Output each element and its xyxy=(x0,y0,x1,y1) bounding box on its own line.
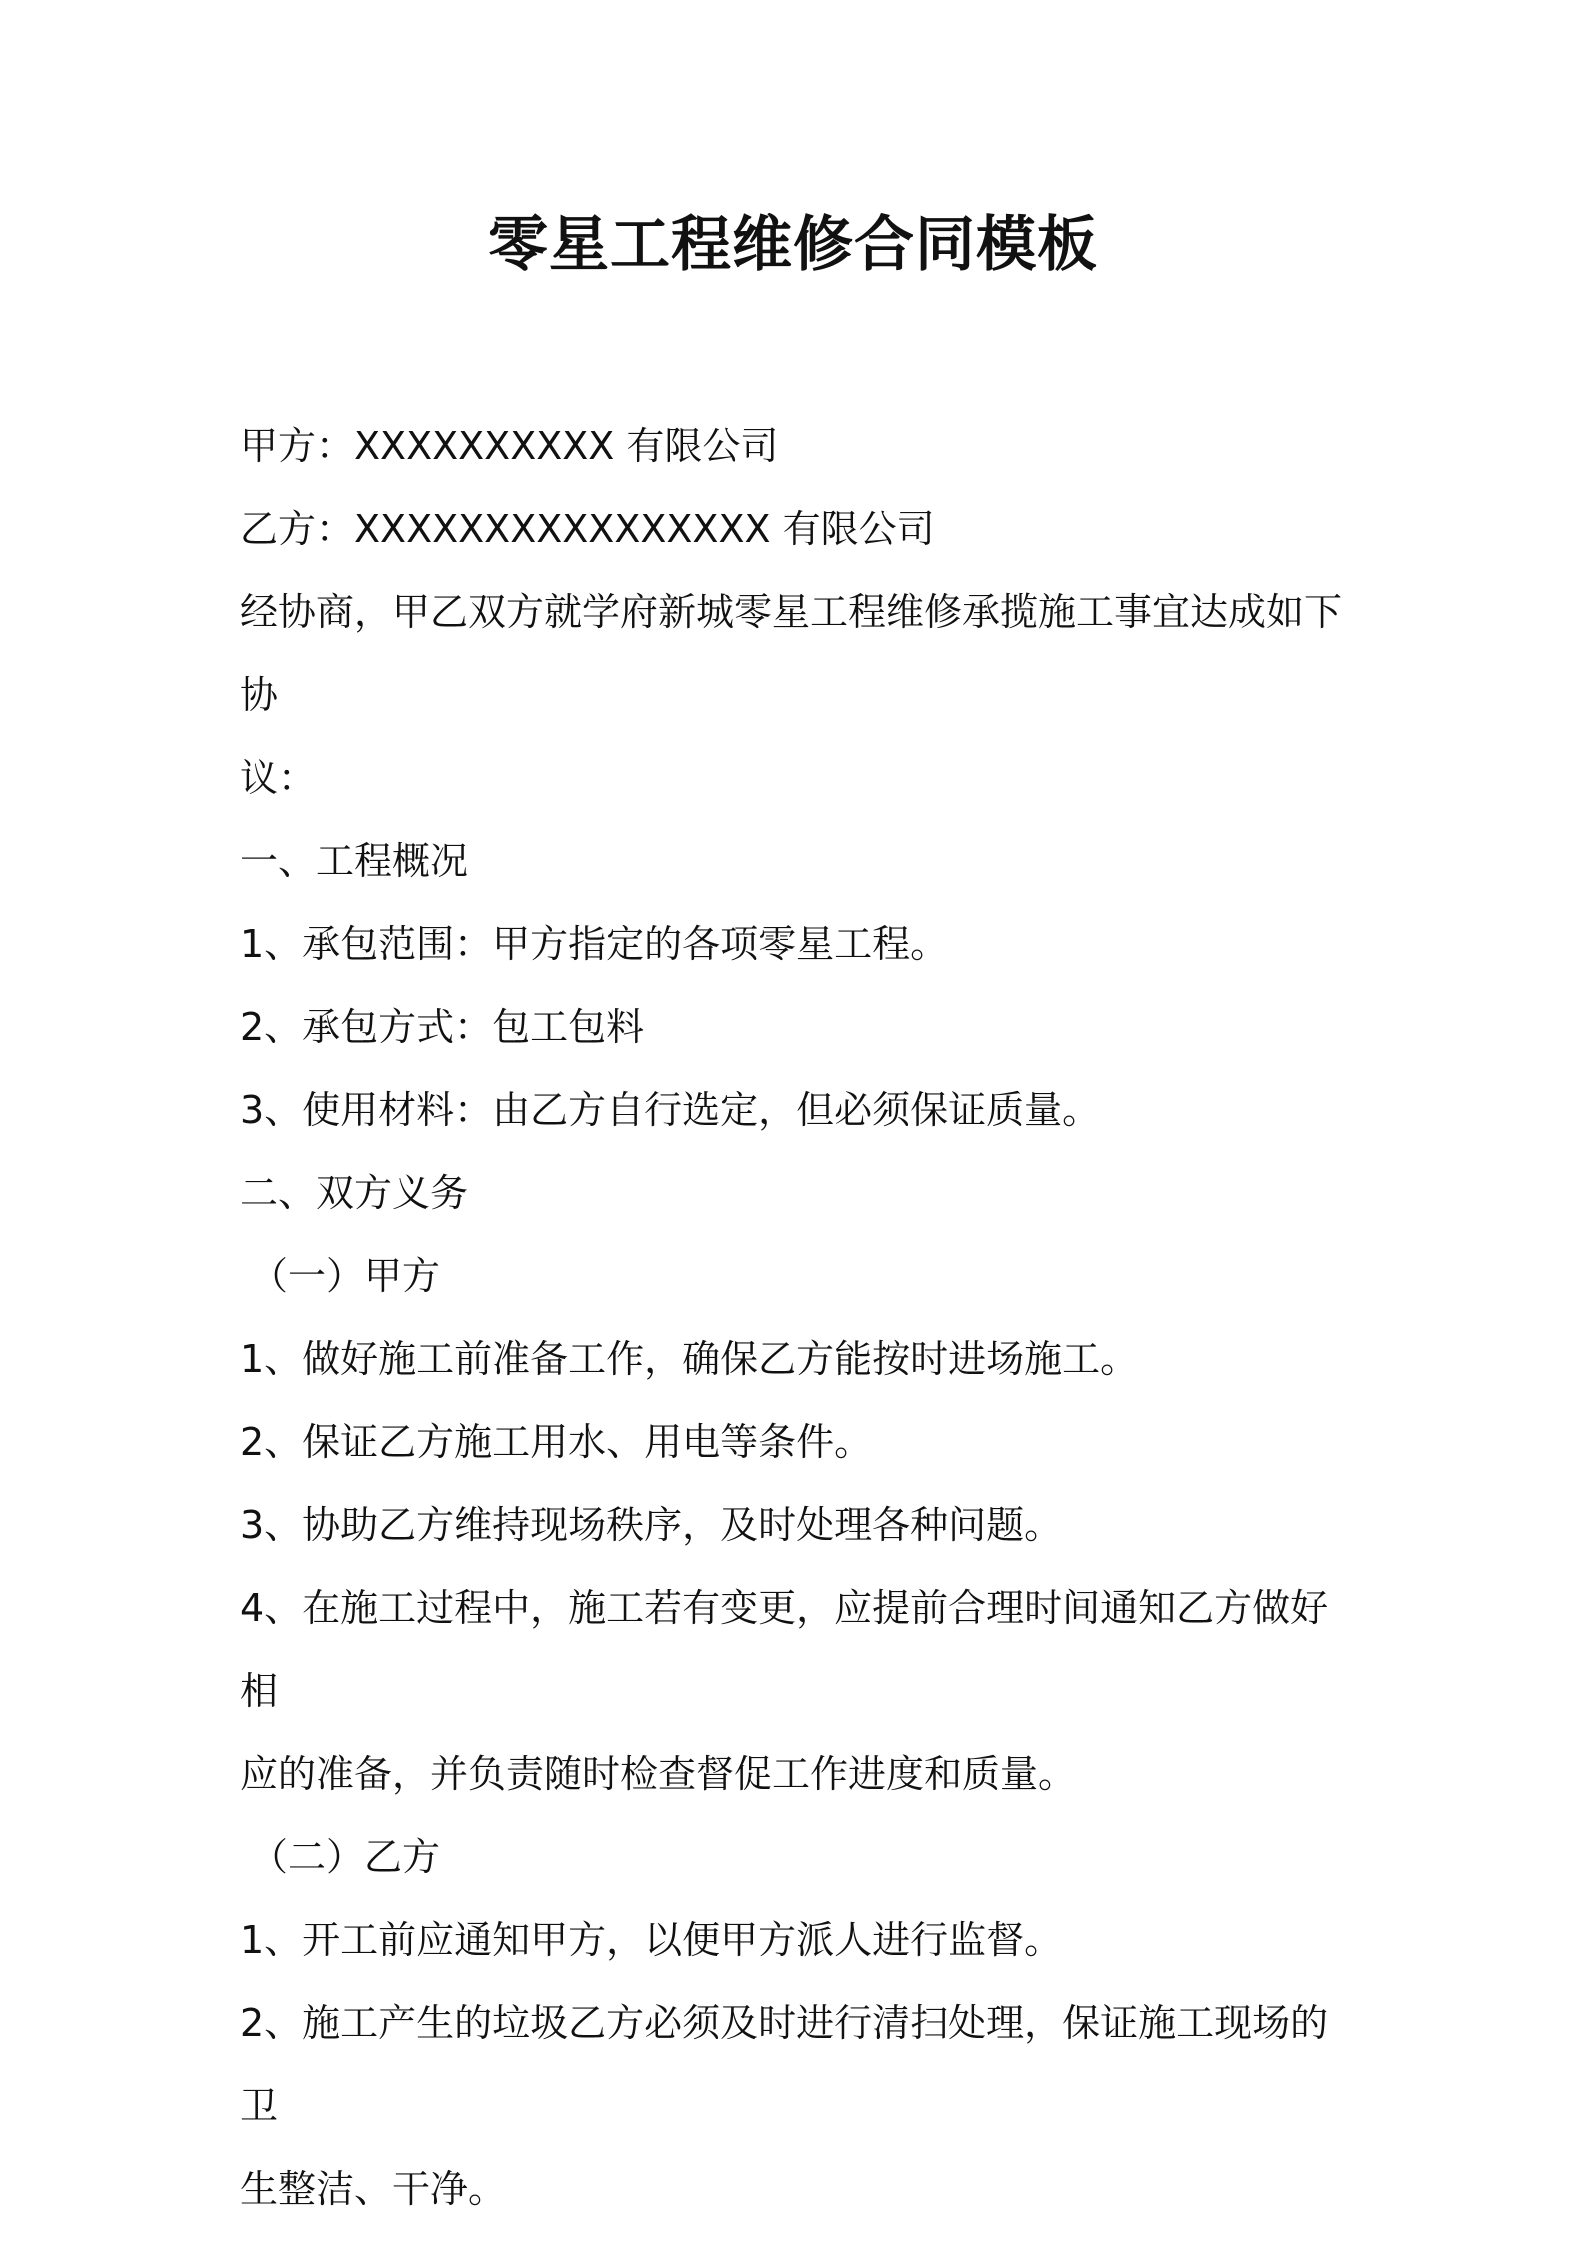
section-1-heading: 一、工程概况 xyxy=(240,839,469,883)
party-a-item-2: 2、保证乙方施工用水、用电等条件。 xyxy=(240,1420,873,1464)
party-a-item-4-line-2: 应的准备，并负责随时检查督促工作进度和质量。 xyxy=(240,1752,1077,1796)
party-b-item-1: 1、开工前应通知甲方，以便甲方派人进行监督。 xyxy=(240,1918,1063,1962)
party-a-item-4-line-1: 4、在施工过程中，施工若有变更，应提前合理时间通知乙方做好相 xyxy=(240,1586,1329,1713)
party-b-subheading: （二）乙方 xyxy=(250,1835,441,1879)
intro-line-2: 议： xyxy=(240,756,317,800)
party-a-subheading: （一）甲方 xyxy=(250,1254,441,1298)
party-a-item-1: 1、做好施工前准备工作，确保乙方能按时进场施工。 xyxy=(240,1337,1139,1381)
party-b-line: 乙方：XXXXXXXXXXXXXXXX 有限公司 xyxy=(240,507,935,551)
party-a-line: 甲方：XXXXXXXXXX 有限公司 xyxy=(240,424,779,468)
document-body xyxy=(240,405,1360,2231)
party-a-item-3: 3、协助乙方维持现场秩序，及时处理各种问题。 xyxy=(240,1503,1063,1547)
section-1-item-1: 1、承包范围：甲方指定的各项零星工程。 xyxy=(240,922,949,966)
intro-line-1: 经协商，甲乙双方就学府新城零星工程维修承揽施工事宜达成如下协 xyxy=(240,590,1343,717)
party-b-item-2-line-2: 生整洁、干净。 xyxy=(240,2167,507,2211)
section-1-item-2: 2、承包方式：包工包料 xyxy=(240,1005,645,1049)
document-title: 零星工程维修合同模板 xyxy=(488,210,1098,280)
party-b-item-2-line-1: 2、施工产生的垃圾乙方必须及时进行清扫处理，保证施工现场的卫 xyxy=(240,2001,1329,2128)
section-2-heading: 二、双方义务 xyxy=(240,1171,469,1215)
section-1-item-3: 3、使用材料：由乙方自行选定，但必须保证质量。 xyxy=(240,1088,1101,1132)
